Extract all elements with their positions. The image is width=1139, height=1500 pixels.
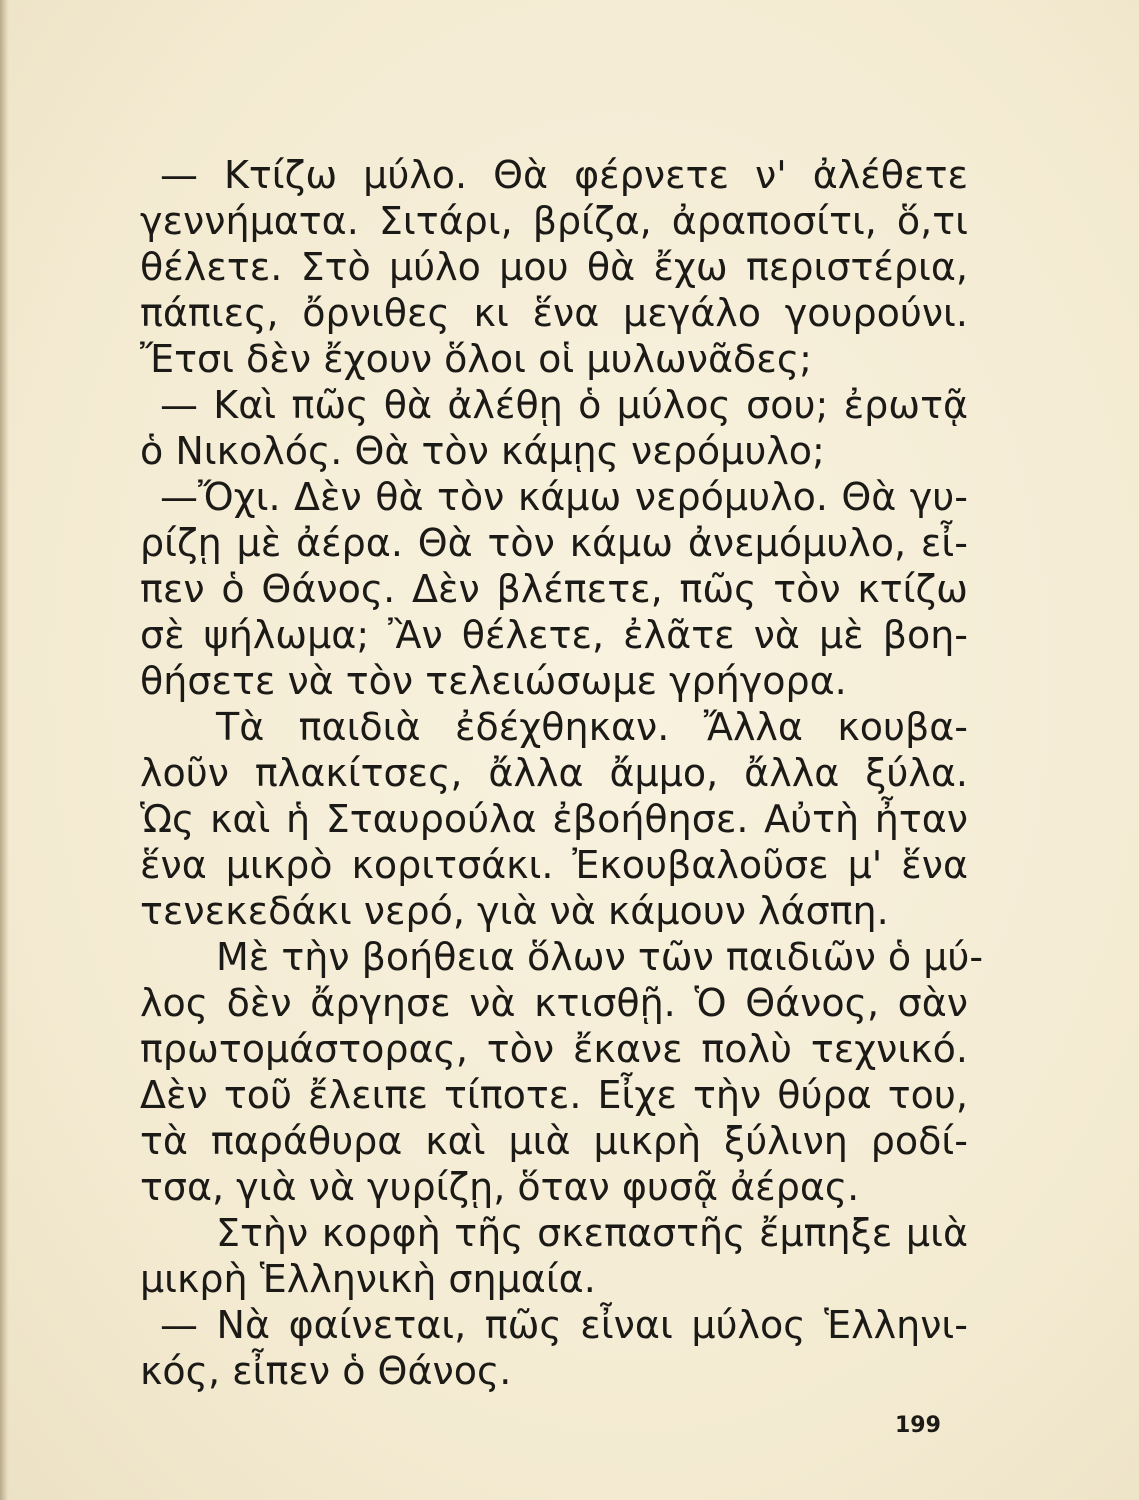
text-line: τσα, γιὰ νὰ γυρίζῃ, ὅταν φυσᾷ ἀέρας. — [140, 1165, 860, 1209]
text-line: — Κτίζω μύλο. Θὰ φέρνετε ν' ἀλέθετε — [160, 153, 968, 197]
text-line: Ὡς καὶ ἡ Σταυρούλα ἐβοήθησε. Αὐτὴ ἦταν — [140, 797, 968, 841]
text-line: λοῦν πλακίτσες, ἄλλα ἄμμο, ἄλλα ξύλα. — [140, 751, 968, 795]
text-line: Στὴν κορφὴ τῆς σκεπαστῆς ἔμπηξε μιὰ — [216, 1211, 968, 1255]
text-line: —Ὄχι. Δὲν θὰ τὸν κάμω νερόμυλο. Θὰ γυ- — [160, 475, 968, 519]
text-line: λος δὲν ἄργησε νὰ κτισθῇ. Ὁ Θάνος, σὰν — [140, 981, 968, 1025]
text-line: Ἔτσι δὲν ἔχουν ὅλοι οἱ μυλωνᾶδες; — [140, 337, 812, 381]
text-line: Μὲ τὴν βοήθεια ὅλων τῶν παιδιῶν ὁ μύ- — [216, 935, 984, 979]
text-line: Τὰ παιδιὰ ἐδέχθηκαν. Ἄλλα κουβα- — [216, 705, 968, 749]
text-line: τὰ παράθυρα καὶ μιὰ μικρὴ ξύλινη ροδί- — [140, 1119, 968, 1163]
text-line: τενεκεδάκι νερό, γιὰ νὰ κάμουν λάσπη. — [140, 889, 889, 933]
text-line: ρίζῃ μὲ ἀέρα. Θὰ τὸν κάμω ἀνεμόμυλο, εἶ- — [140, 521, 968, 565]
text-line: Δὲν τοῦ ἔλειπε τίποτε. Εἶχε τὴν θύρα του, — [140, 1073, 968, 1117]
page-number: 199 — [895, 1413, 941, 1438]
text-line: μικρὴ Ἑλληνικὴ σημαία. — [140, 1257, 596, 1301]
text-line: πρωτομάστορας, τὸν ἔκανε πολὺ τεχνικό. — [140, 1027, 968, 1071]
page-binding-edge — [0, 0, 9, 1500]
text-line: — Καὶ πῶς θὰ ἀλέθῃ ὁ μύλος σου; ἐρωτᾷ — [160, 383, 968, 427]
text-line: θήσετε νὰ τὸν τελειώσωμε γρήγορα. — [140, 659, 847, 703]
text-line: γεννήματα. Σιτάρι, βρίζα, ἀραποσίτι, ὅ,τι — [140, 199, 968, 243]
text-line: πεν ὁ Θάνος. Δὲν βλέπετε, πῶς τὸν κτίζω — [140, 567, 968, 611]
text-line: ὁ Νικολός. Θὰ τὸν κάμῃς νερόμυλο; — [140, 429, 825, 473]
text-line: κός, εἶπεν ὁ Θάνος. — [140, 1349, 512, 1393]
text-line: ἕνα μικρὸ κοριτσάκι. Ἐκουβαλοῦσε μ' ἕνα — [140, 843, 968, 887]
text-line: πάπιες, ὄρνιθες κι ἕνα μεγάλο γουρούνι. — [140, 291, 968, 335]
text-line: σὲ ψήλωμα; Ἂν θέλετε, ἐλᾶτε νὰ μὲ βοη- — [140, 613, 968, 657]
text-line: — Νὰ φαίνεται, πῶς εἶναι μύλος Ἑλληνι- — [160, 1303, 968, 1347]
text-line: θέλετε. Στὸ μύλο μου θὰ ἔχω περιστέρια, — [140, 245, 968, 289]
